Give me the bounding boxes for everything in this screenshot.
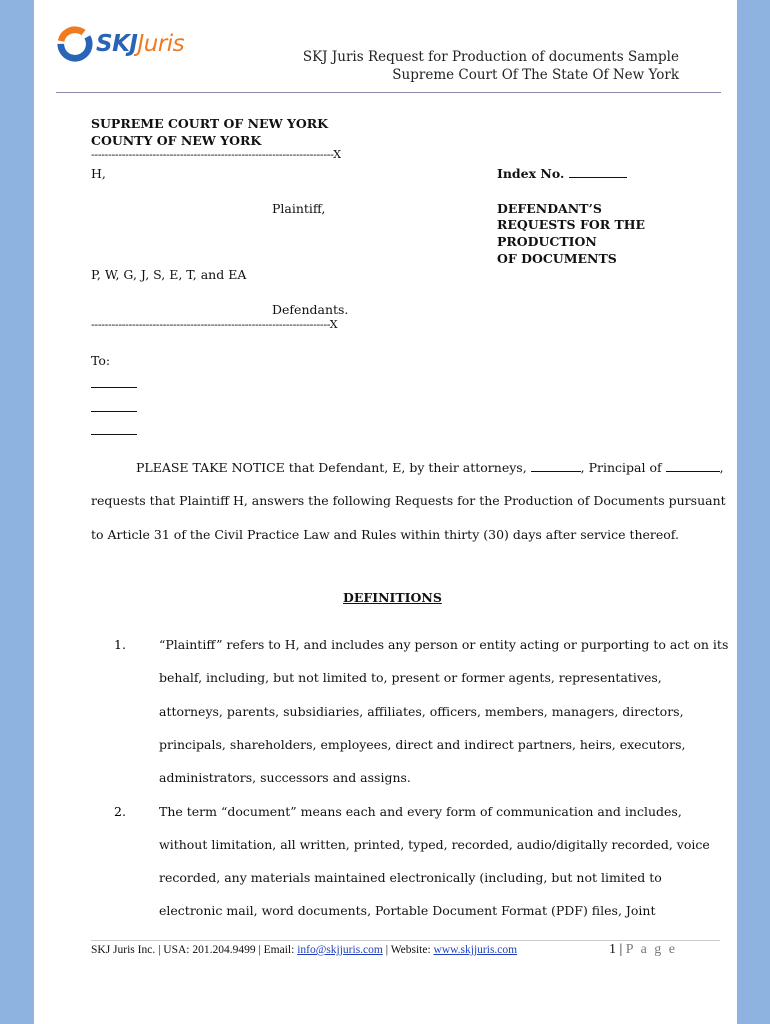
index-number bbox=[497, 166, 627, 181]
notice-line3: to Article 31 of the Civil Practice Law and Rules within thirty (30) days after service thereof. bbox=[91, 527, 679, 542]
document-page bbox=[34, 0, 737, 1024]
caption-bottom-dash: ----------------------------------------------------------------------X bbox=[91, 318, 338, 331]
skj-juris-logo bbox=[56, 24, 184, 64]
doc-title-line1: DEFENDANT’S bbox=[497, 201, 602, 216]
definition-1-number: 1. bbox=[114, 637, 126, 652]
footer-website-link[interactable]: www.skjjuris.com bbox=[433, 944, 518, 956]
definition-2-line4: electronic mail, word documents, Portable Document Format (PDF) files, Joint bbox=[159, 903, 656, 918]
to-blank-2 bbox=[91, 400, 137, 415]
footer-contact bbox=[91, 944, 517, 956]
footer-divider bbox=[91, 940, 720, 941]
to-label: To: bbox=[91, 353, 111, 368]
page-number bbox=[609, 942, 677, 958]
principal-blank bbox=[666, 461, 720, 472]
defendants-names: P, W, G, J, S, E, T, and EA bbox=[91, 267, 247, 282]
notice-line1-c: , bbox=[719, 460, 724, 475]
court-name: SUPREME COURT OF NEW YORK bbox=[91, 116, 329, 131]
notice-line1-a: PLEASE TAKE NOTICE that Defendant, E, by their attorneys, bbox=[136, 460, 527, 475]
page-separator: | bbox=[615, 942, 626, 957]
definition-1-line2: behalf, including, but not limited to, present or former agents, representatives, bbox=[159, 670, 662, 685]
page-number-value: 1 bbox=[608, 942, 616, 957]
logo-skj-text: SKJ bbox=[96, 31, 138, 57]
logo-juris-text: Juris bbox=[137, 31, 185, 57]
logo-wordmark bbox=[96, 31, 184, 57]
footer-email-link[interactable]: info@skjjuris.com bbox=[297, 944, 383, 956]
definitions-heading: DEFINITIONS bbox=[343, 590, 442, 605]
index-blank bbox=[569, 167, 627, 178]
doc-title-line2: REQUESTS FOR THE bbox=[497, 217, 646, 232]
notice-line2: requests that Plaintiff H, answers the following Requests for the Production of Documents pursuant bbox=[91, 493, 726, 508]
definition-2-line2: without limitation, all written, printed, typed, recorded, audio/digitally recorded, voice bbox=[159, 837, 710, 852]
definition-1-line3: attorneys, parents, subsidiaries, affiliates, officers, members, managers, directors, bbox=[159, 704, 684, 719]
notice-line1-b: , Principal of bbox=[580, 460, 662, 475]
footer-company: SKJ Juris Inc. | USA: 201.204.9499 | Email: bbox=[91, 944, 298, 956]
plaintiff-role: Plaintiff, bbox=[272, 201, 326, 216]
doc-title-line3: PRODUCTION bbox=[497, 234, 597, 249]
definition-2-number: 2. bbox=[114, 804, 126, 819]
notice-line1 bbox=[136, 460, 724, 475]
definition-1-line1: “Plaintiff” refers to H, and includes any person or entity acting or purporting to act on its bbox=[159, 637, 729, 652]
header-divider bbox=[56, 92, 721, 93]
to-blank-3 bbox=[91, 423, 137, 438]
plaintiff-name: H, bbox=[91, 166, 106, 181]
attorney-blank bbox=[531, 461, 581, 472]
doc-title-line4: OF DOCUMENTS bbox=[497, 251, 617, 266]
logo-swirl-icon bbox=[56, 25, 94, 63]
definition-1-line4: principals, shareholders, employees, direct and indirect partners, heirs, executors, bbox=[159, 737, 686, 752]
to-blank-1 bbox=[91, 376, 137, 391]
caption-top-dash: -----------------------------------------------------------------------X bbox=[91, 148, 341, 161]
definition-2-line1: The term “document” means each and every form of communication and includes, bbox=[159, 804, 682, 819]
index-label: Index No. bbox=[497, 166, 565, 181]
header-title-line1: SKJ Juris Request for Production of documents Sample bbox=[302, 49, 679, 65]
county-name: COUNTY OF NEW YORK bbox=[91, 133, 262, 148]
definition-1-line5: administrators, successors and assigns. bbox=[159, 770, 411, 785]
page-word: P a g e bbox=[625, 942, 677, 957]
header-title-line2: Supreme Court Of The State Of New York bbox=[392, 67, 679, 83]
definition-2-line3: recorded, any materials maintained electronically (including, but not limited to bbox=[159, 870, 662, 885]
defendants-role: Defendants. bbox=[272, 302, 349, 317]
footer-website-label: | Website: bbox=[382, 944, 434, 956]
